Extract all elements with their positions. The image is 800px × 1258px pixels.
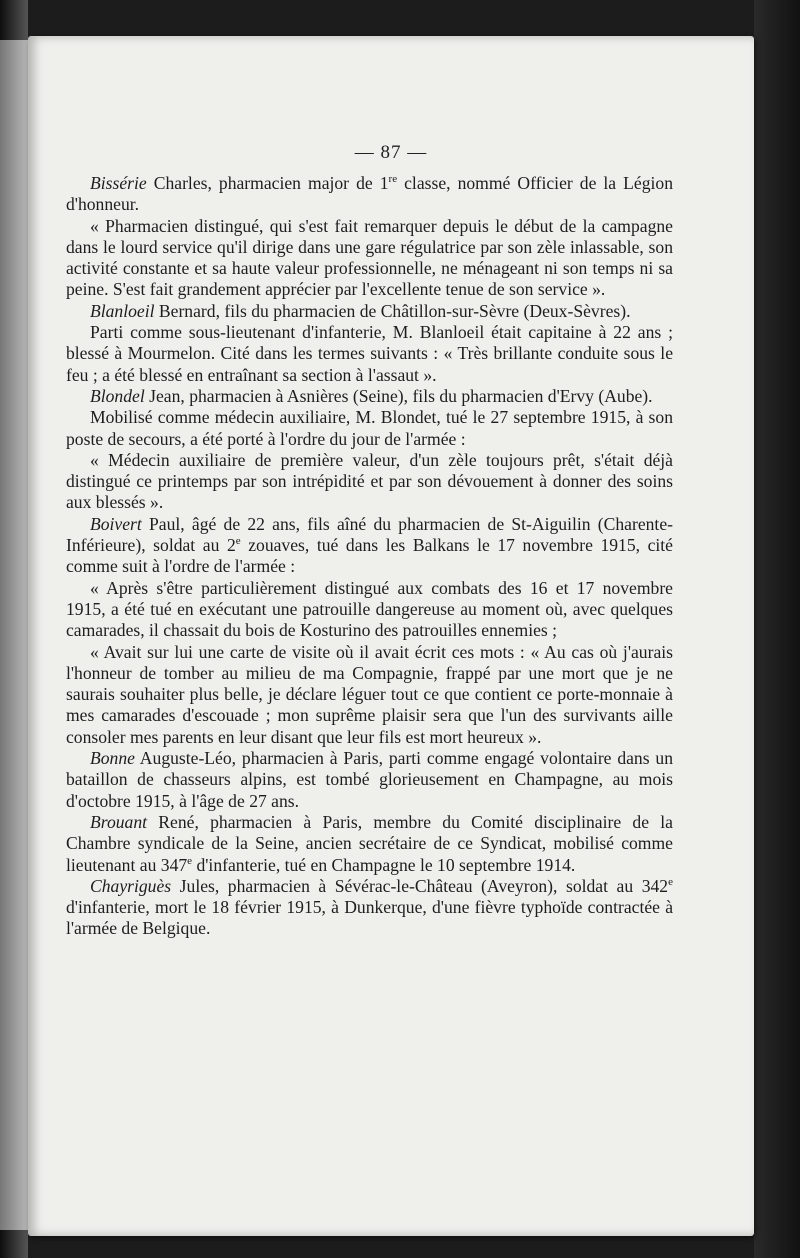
paragraph-text: Bernard, fils du pharmacien de Châtillon-sur-Sèvre (Deux-Sèvres). — [154, 300, 631, 321]
page-body-text — [66, 173, 673, 940]
person-surname: Blanloeil — [90, 300, 155, 321]
person-surname: Blondel — [90, 385, 145, 406]
person-surname: Brouant — [90, 811, 148, 832]
entry-paragraph — [66, 748, 673, 812]
entry-paragraph — [66, 301, 673, 322]
entry-paragraph — [66, 876, 673, 940]
citation-paragraph — [66, 322, 673, 386]
entry-paragraph — [66, 514, 673, 578]
paragraph-text: « Pharmacien distingué, qui s'est fait remarquer depuis le début de la campagne dans le lourd service qu'il dirige dans une gare régulatrice par son zèle inlassable, son activité constante et sa haute valeur professionnelle, ne ménageant ni son temps ni sa peine. S'est fait grandement apprécier par l'excellente tenue de son service ». — [66, 215, 673, 300]
citation-paragraph — [66, 216, 673, 301]
paragraph-text: Mobilisé comme médecin auxiliaire, M. Blondet, tué le 27 septembre 1915, à son poste de secours, a été porté à l'ordre du jour de l'armée : — [66, 407, 673, 449]
page-number: — 87 — — [354, 142, 428, 163]
scan-background-right — [754, 0, 800, 1258]
paragraph-text: « Avait sur lui une carte de visite où il avait écrit ces mots : « Au cas où j'aurais l'honneur de tomber au milieu de ma Compagnie, frappé par une mort que je ne saurais souhaiter plus belle, je déclare léguer tout ce que contient ce porte-monnaie à mes camarades d'escouade ; mon suprême plaisir sera que l'un des survivants aille consoler mes parents en leur disant que leur fils est mort heureux ». — [66, 641, 673, 747]
paragraph-text: « Médecin auxiliaire de première valeur, d'un zèle toujours prêt, s'était déjà distingué ce printemps par son intrépidité et par son dévouement à donner des soins aux blessés ». — [66, 449, 673, 513]
paragraph-text: Paul, âgé de 22 ans, fils aîné du pharmacien de St-Aiguilin (Charente-Inférieure), soldat au 2e zouaves, tué dans les Balkans le 17 novembre 1915, cité comme suit à l'ordre de l'armée : — [66, 513, 673, 577]
paragraph-text: Jean, pharmacien à Asnières (Seine), fils du pharmacien d'Ervy (Aube). — [144, 385, 653, 406]
entry-paragraph — [66, 812, 673, 876]
entry-paragraph — [66, 386, 673, 407]
citation-paragraph — [66, 642, 673, 748]
paragraph-text: Auguste-Léo, pharmacien à Paris, parti comme engagé volontaire dans un bataillon de chasseurs alpins, est tombé glorieusement en Champagne, au mois d'octobre 1915, à l'âge de 27 ans. — [66, 748, 673, 811]
citation-paragraph — [66, 407, 673, 450]
person-surname: Bonne — [90, 748, 135, 769]
person-surname: Chayriguès — [90, 875, 172, 896]
person-surname: Boivert — [90, 513, 142, 534]
paragraph-text: Jules, pharmacien à Sévérac-le-Château (Aveyron), soldat au 342e d'infanterie, mort le 18 février 1915, à Dunkerque, d'une fièvre typhoïde contractée à l'armée de Belgique. — [66, 875, 673, 939]
paragraph-text: « Après s'être particulièrement distingué aux combats des 16 et 17 novembre 1915, a été tué en exécutant une patrouille dangereuse au moment où, avec quelques camarades, il chassait du bois de Kosturino des patrouilles ennemies ; — [66, 577, 673, 641]
book-page — [28, 36, 754, 1236]
paragraph-text: René, pharmacien à Paris, membre du Comité disciplinaire de la Chambre syndicale de la Seine, ancien secrétaire de ce Syndicat, mobilisé comme lieutenant au 347e d'infanterie, tué en Champagne le 10 septembre 1914. — [66, 811, 673, 875]
paragraph-text: Parti comme sous-lieutenant d'infanterie, M. Blanloeil était capitaine à 22 ans ; blessé à Mourmelon. Cité dans les termes suivants : « Très brillante conduite sous le feu ; a été blessé en entraînant sa section à l'assaut ». — [66, 322, 673, 385]
entry-paragraph — [66, 173, 673, 216]
citation-paragraph — [66, 578, 673, 642]
paragraph-text: Charles, pharmacien major de 1re classe, nommé Officier de la Légion d'honneur. — [66, 173, 673, 215]
person-surname: Bissérie — [90, 173, 147, 193]
citation-paragraph — [66, 450, 673, 514]
